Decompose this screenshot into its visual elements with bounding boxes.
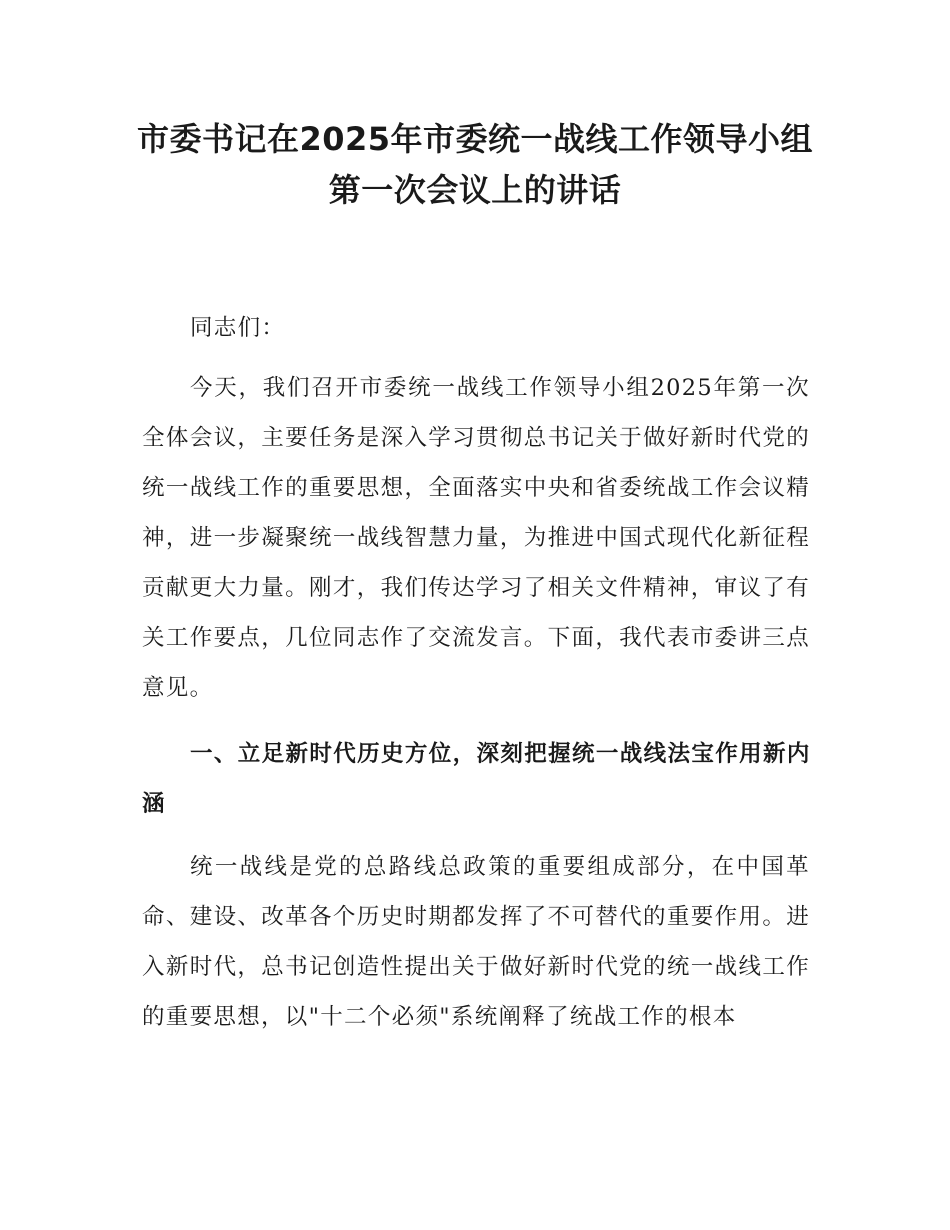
section-heading: 一、立足新时代历史方位，深刻把握统一战线法宝作用新内涵 bbox=[142, 741, 810, 817]
document-title: 市委书记在2025年市委统一战线工作领导小组第一次会议上的讲话 bbox=[136, 120, 814, 209]
greeting-paragraph: 同志们： bbox=[190, 315, 286, 341]
section-paragraph: 统一战线是党的总路线总政策的重要组成部分，在中国革命、建设、改革各个历史时期都发挥了不可替代的重要作用。进入新时代，总书记创造性提出关于做好新时代党的统一战线工作的重要思想，以"十二个必须"系统阐释了统战工作的根本 bbox=[142, 854, 810, 1030]
intro-paragraph: 今天，我们召开市委统一战线工作领导小组2025年第一次全体会议，主要任务是深入学习贯彻总书记关于做好新时代党的统一战线工作的重要思想，全面落实中央和省委统战工作会议精神，进一步凝聚统一战线智慧力量，为推进中国式现代化新征程贡献更大力量。刚才，我们传达学习了相关文件精神，审议了有关工作要点，几位同志作了交流发言。下面，我代表市委讲三点意见。 bbox=[142, 375, 810, 701]
